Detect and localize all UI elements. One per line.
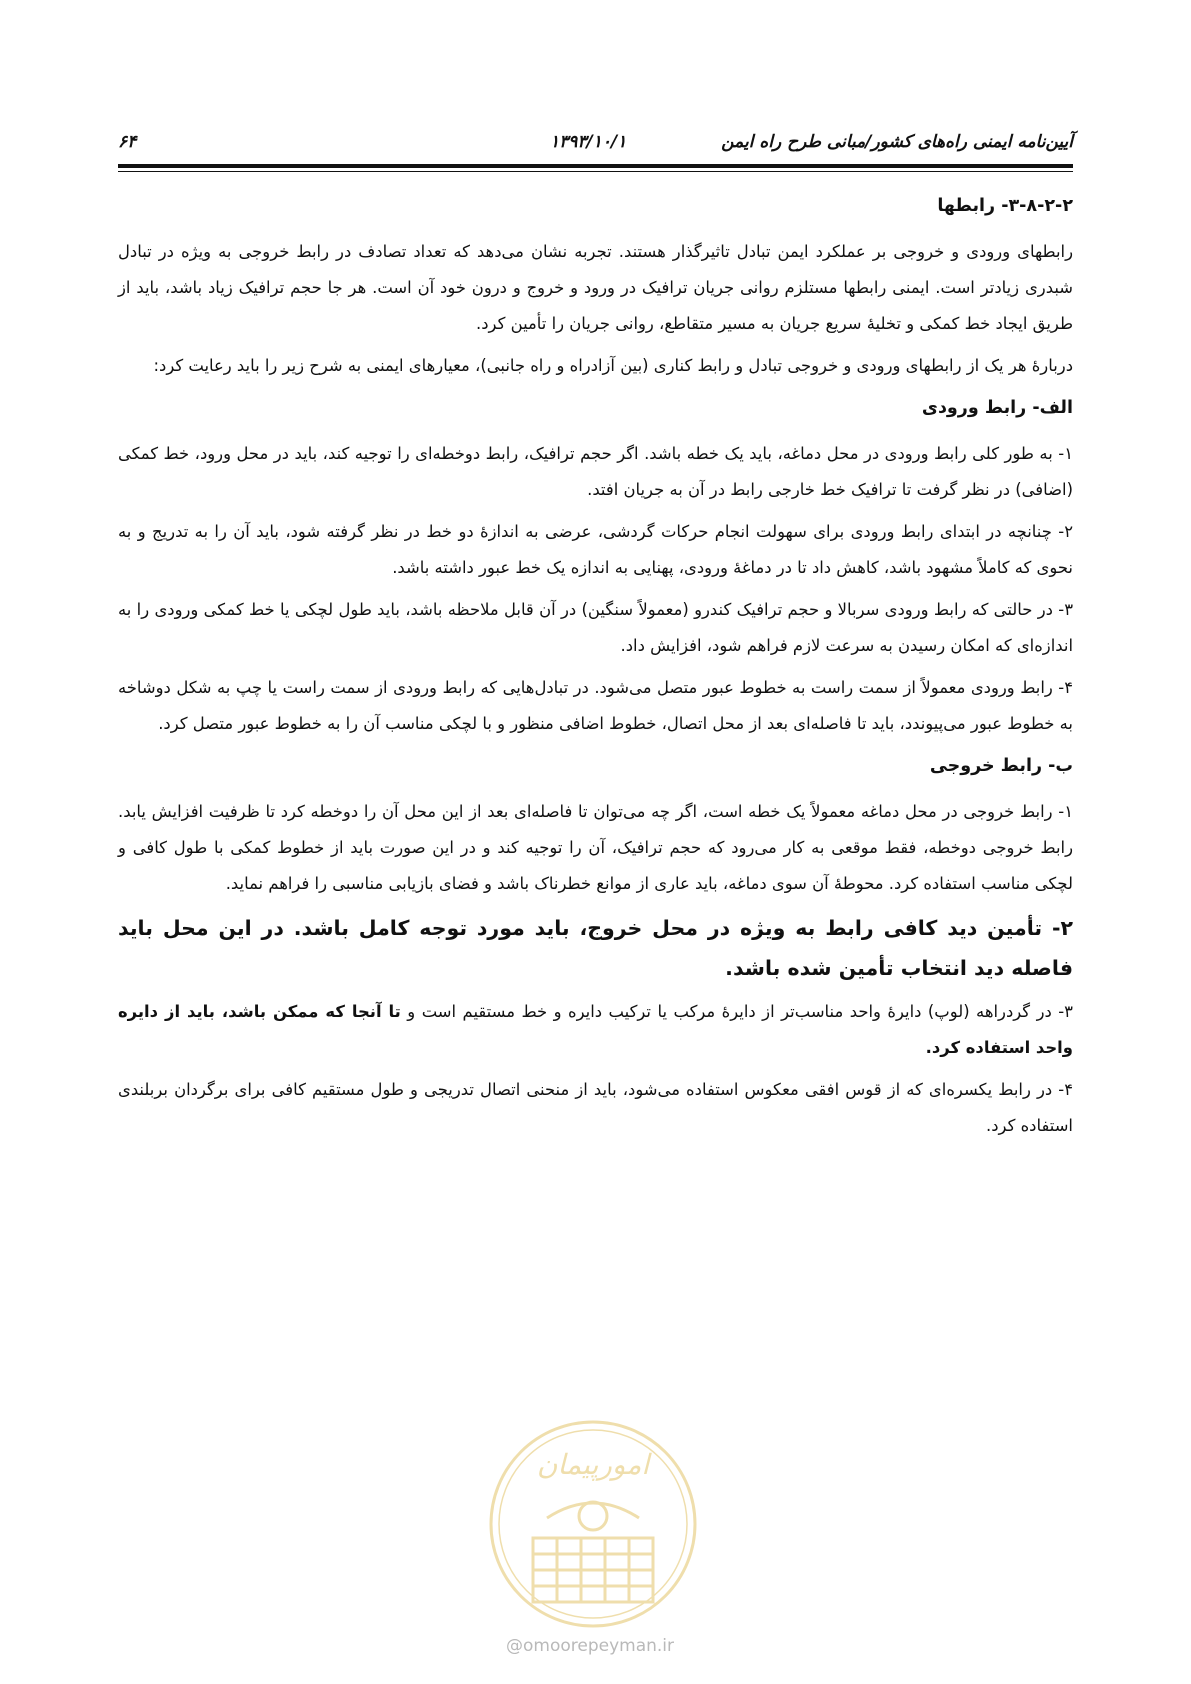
watermark-logo — [487, 1418, 699, 1630]
section-heading: ۳-۸-۲-۲- رابطها — [937, 196, 1073, 216]
exit-item-2-bold: تأمین دید کافی رابط به ویژه در محل خروج، باید مورد توجه کامل باشد. در این محل باید فاصله دید انتخاب تأمین شده باشد. — [118, 916, 1073, 980]
exit-item-4: ۴- در رابط یکسره‌ای که از قوس افقی معکوس استفاده می‌شود، باید از منحنی اتصال تدریجی و طول مستقیم کافی برای برگردان بربلندی استفاده کرد. — [118, 1080, 1073, 1135]
header-rule-thin — [118, 171, 1073, 172]
watermark-url: @omoorepeyman.ir — [505, 1636, 675, 1656]
exit-item-3-text: ۳- در گردراهه (لوپ) دایرهٔ واحد مناسب‌تر از دایرهٔ مرکب یا ترکیب دایره و خط مستقیم است و — [400, 1002, 1073, 1021]
exit-item-2-number: ۲- — [1042, 916, 1073, 940]
exit-item-2 — [118, 908, 1073, 988]
entry-item-2: ۲- چنانچه در ابتدای رابط ورودی برای سهولت انجام حرکات گردشی، عرضی به اندازهٔ دو خط در نظر گرفته شود، باید آن را به تدریج و به نحوی که کاملاً مشهود باشد، کاهش داد تا در دماغهٔ ورودی، پهنایی به اندازه یک خط عبور داشته باشد. — [118, 522, 1073, 577]
header-title: آیین‌نامه ایمنی راه‌های کشور/مبانی طرح راه ایمن — [721, 132, 1073, 152]
intro-paragraph-2: دربارهٔ هر یک از رابطهای ورودی و خروجی تبادل و رابط کناری (بین آزادراه و راه جانبی)، معیارهای ایمنی به شرح زیر را باید رعایت کرد: — [153, 356, 1073, 375]
header-date: ۱۳۹۳/۱۰/۱ — [550, 132, 627, 152]
entry-item-3: ۳- در حالتی که رابط ورودی سربالا و حجم ترافیک کندرو (معمولاً سنگین) در آن قابل ملاحظه باشد، باید طول لچکی یا خط کمکی ورودی را به اندازه‌ای که امکان رسیدن به سرعت لازم فراهم شود، افزایش داد. — [118, 600, 1073, 655]
page-number: ۶۴ — [118, 132, 137, 152]
running-header — [118, 128, 1073, 164]
exit-item-3 — [118, 994, 1073, 1066]
entry-item-1: ۱- به طور کلی رابط ورودی در محل دماغه، باید یک خطه باشد. اگر حجم ترافیک، رابط دوخطه‌ای را توجیه کند، باید در محل ورود، خط کمکی (اضافی) در نظر گرفت تا ترافیک خط خارجی رابط در آن به جریان افتد. — [118, 444, 1073, 499]
intro-paragraph-1: رابطهای ورودی و خروجی بر عملکرد ایمن تبادل تاثیرگذار هستند. تجربه نشان می‌دهد که تعداد تصادف در رابط خروجی به ویژه در تبادل شبدری زیادتر است. ایمنی رابطها مستلزم روانی جریان ترافیک در ورود و خروج و درون خود آن است. هر جا حجم ترافیک زیاد باشد، باید از طریق ایجاد خط کمکی و تخلیهٔ سریع جریان به مسیر متقاطع، روانی جریان را تأمین کرد. — [118, 242, 1073, 333]
main-content — [118, 186, 1073, 1150]
exit-item-3-bold: تا آنجا که ممکن باشد، باید از دایره واحد استفاده کرد. — [118, 1002, 1073, 1057]
watermark-logo-text: امورپیمان — [536, 1448, 650, 1481]
entry-item-4: ۴- رابط ورودی معمولاً از سمت راست به خطوط عبور متصل می‌شود. در تبادل‌هایی که رابط ورودی از سمت راست یا چپ به شکل دوشاخه به خطوط عبور می‌پیوندد، باید تا فاصله‌ای بعد از محل اتصال، خطوط اضافی منظور و با لچکی مناسب آن را به خطوط عبور متصل کرد. — [118, 678, 1073, 733]
entry-ramp-heading: الف- رابط ورودی — [921, 398, 1073, 418]
exit-item-1: ۱- رابط خروجی در محل دماغه معمولاً یک خطه است، اگر چه می‌توان تا فاصله‌ای بعد از این محل آن را دوخطه کرد تا ظرفیت افزایش یابد. رابط خروجی دوخطه، فقط موقعی به کار می‌رود که حجم ترافیک، آن را توجیه کند و در این صورت باید از خطوط کمکی با طول کافی و لچکی مناسب استفاده کرد. محوطهٔ آن سوی دماغه، باید عاری از موانع خطرناک باشد و فضای بازیابی مناسبی را فراهم نماید. — [118, 802, 1073, 893]
header-rule-thick — [118, 164, 1073, 168]
exit-ramp-heading: ب- رابط خروجی — [929, 756, 1073, 776]
